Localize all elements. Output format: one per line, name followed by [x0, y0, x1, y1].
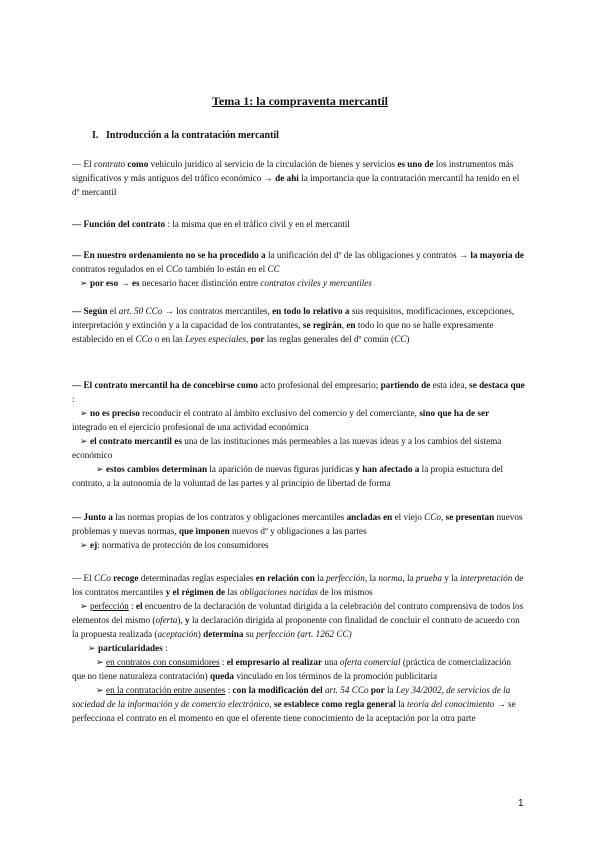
text: determinadas reglas especiales — [138, 573, 256, 583]
text: particularidades — [98, 643, 163, 653]
text: — En nuestro ordenamiento no se ha procedido a — [72, 250, 266, 260]
text: en — [346, 320, 356, 330]
text: recoge — [110, 573, 139, 583]
text: por eso — [90, 278, 119, 288]
text: : — [128, 601, 136, 611]
text: → los contratos mercantiles, — [162, 306, 273, 316]
text: → — [118, 278, 132, 288]
text: no es preciso — [90, 408, 140, 418]
text: : — [162, 643, 168, 653]
text: el — [135, 601, 143, 611]
page-number: 1 — [518, 798, 524, 809]
text: , la — [364, 573, 379, 583]
bullet-item — [72, 643, 168, 653]
text: que imponen — [178, 526, 230, 536]
text: : — [219, 657, 227, 667]
text: — El — [72, 573, 94, 583]
text: en contratos con consumidores — [106, 657, 220, 667]
section-number: I. — [92, 130, 99, 141]
text: — Según — [72, 306, 108, 316]
section-heading-text: Introducción a la contratación mercantil — [106, 130, 279, 141]
section-heading — [92, 130, 279, 141]
text: , — [341, 320, 347, 330]
text: todo lo que no se halle expresamente establecido en el — [72, 320, 494, 344]
text: una de las instituciones más permeables a las nuevas ideas y a los cambios del sistema económico — [72, 436, 502, 460]
bullet-item — [72, 278, 372, 288]
text: el empresario al realizar — [226, 657, 323, 667]
text: oferta — [155, 615, 178, 625]
text: perfección — [326, 573, 365, 583]
text: la — [384, 685, 396, 695]
paragraph-reglas-especiales — [72, 571, 526, 725]
paragraph-contrato-mercantil — [72, 378, 526, 490]
bullet-item — [72, 685, 516, 723]
text: el — [107, 306, 119, 316]
text: y — [185, 615, 190, 625]
text: nuevos dº y obligaciones a las partes — [229, 526, 367, 536]
text: perfección — [90, 601, 129, 611]
text: se establece como regla general — [273, 699, 396, 709]
text: se presentan — [445, 512, 495, 522]
text: nuevos problemas y nuevas normas, — [72, 512, 523, 536]
bullet-icon: ➢ — [80, 540, 90, 550]
text: CCo — [135, 334, 153, 344]
page-title: Tema 1: la compraventa mercantil — [212, 94, 388, 108]
text: en todo lo relativo a — [272, 306, 350, 316]
bullet-item — [72, 464, 503, 488]
text: , — [246, 334, 251, 344]
text: contrato — [93, 159, 126, 169]
text: se regirán — [302, 320, 342, 330]
text: las — [225, 587, 240, 597]
text: por — [250, 334, 265, 344]
text: ej — [90, 540, 98, 550]
text: la declaración dirigida al proponente con finalidad de concluir el contrato de acuerdo con la propuesta realizada ( — [72, 615, 520, 639]
text: la mayoría de — [470, 250, 524, 260]
text: es uno de — [397, 159, 434, 169]
text: con la modificación del — [232, 685, 323, 695]
text: — El contrato mercantil ha de concebirse como — [72, 380, 258, 390]
text: se destaca que — [469, 380, 525, 390]
text: como — [125, 159, 149, 169]
text: es — [131, 278, 140, 288]
text: vehículo jurídico al servicio de la circulación de bienes y servicios — [148, 159, 398, 169]
text: integrado en el ejercicio profesional de una actividad económica — [72, 422, 309, 432]
text: aceptación — [157, 629, 198, 639]
bullet-icon: ➢ — [80, 436, 90, 446]
bullet-item — [72, 601, 523, 639]
text: teoría del conocimiento — [407, 699, 495, 709]
text: partiendo de — [380, 380, 431, 390]
text: y la — [441, 573, 461, 583]
text: CCo — [93, 573, 111, 583]
text: perfección (art. 1262 CC) — [256, 629, 352, 639]
text: y han afectado a — [355, 464, 420, 474]
text: también lo están en el — [182, 264, 268, 274]
bullet-item — [72, 657, 511, 681]
text: la unificación del dº de las obligaciones y contratos → — [265, 250, 471, 260]
text: , la — [402, 573, 416, 583]
text: de los contratos mercantiles — [72, 573, 524, 597]
text: : la misma que en el tráfico civil y en el mercantil — [165, 219, 350, 229]
paragraph-contrato — [72, 157, 526, 199]
bullet-icon: ➢ — [80, 278, 90, 288]
text: en relación con — [255, 573, 315, 583]
paragraph-nuevas-normas — [72, 510, 526, 552]
paragraph-articulo-50 — [72, 304, 526, 346]
text: esta idea, — [430, 380, 470, 390]
text: — Función del contrato — [72, 219, 166, 229]
bullet-icon: ➢ — [96, 657, 106, 667]
bullet-icon: ➢ — [96, 685, 106, 695]
text: de los mismos — [317, 587, 373, 597]
text: reconducir el contrato al ámbito exclusivo del comercio y del comerciante, — [139, 408, 420, 418]
text: la aparición de nuevas figuras jurídicas — [207, 464, 356, 474]
bullet-icon: ➢ — [80, 601, 90, 611]
text: sino que ha de ser — [419, 408, 490, 418]
text: la importancia que la contratación mercantil ha tenido en el dº mercantil — [72, 173, 520, 197]
text: por — [370, 685, 385, 695]
text: Leyes especiales — [185, 334, 247, 344]
text: : normativa de protección de los consumidores — [97, 540, 269, 550]
text: : — [225, 685, 233, 695]
text: oferta comercial — [339, 657, 401, 667]
text: contratos civiles y mercantiles — [260, 278, 372, 288]
text: ) — [197, 629, 204, 639]
text: contratos regulados en el — [72, 264, 166, 274]
text: interpretación — [460, 573, 513, 583]
text: determina — [203, 629, 244, 639]
text: estos cambios determinan — [106, 464, 208, 474]
text: las reglas generales del dº común ( — [264, 334, 395, 344]
text: ancladas en — [346, 512, 393, 522]
paragraph-ordenamiento — [72, 248, 526, 290]
text: → se perfecciona el contrato en el momento en que el oferente tiene conocimiento de la aceptación por la otra parte — [72, 699, 516, 723]
text: su — [243, 629, 257, 639]
text: acto profesional del empresario; — [257, 380, 381, 390]
text: la — [314, 573, 327, 583]
bullet-icon: ➢ — [80, 408, 90, 418]
text: los instrumentos más significativos y más antiguos del tráfico económico → — [72, 159, 514, 183]
text: CC — [267, 264, 280, 274]
text: sus requisitos, modificaciones, excepciones, interpretación y extinción y a la capacidad de los contratantes, — [72, 306, 515, 330]
bullet-icon: ➢ — [88, 643, 98, 653]
bullet-item — [72, 540, 269, 550]
text: ), — [177, 615, 186, 625]
text: , — [441, 512, 446, 522]
bullet-icon: ➢ — [96, 464, 106, 474]
text: encuentro de la declaración de voluntad dirigida a la celebración del contrato comprensiva de todos los elementos del mismo ( — [72, 601, 524, 625]
text: prueba — [415, 573, 442, 583]
paragraph-funcion — [72, 217, 526, 231]
text: — El — [72, 159, 94, 169]
text: : — [72, 394, 75, 404]
text: , — [269, 699, 274, 709]
text: la — [395, 699, 407, 709]
text: de ahí — [275, 173, 299, 183]
text: el viejo — [392, 512, 425, 522]
text: y el régimen de — [165, 587, 226, 597]
text: queda — [210, 671, 235, 681]
text: necesario hacer distinción entre — [139, 278, 261, 288]
text: Ley 34/2002, de servicios de la sociedad de la información y de comercio electrónico — [72, 685, 511, 709]
text: el contrato mercantil es — [90, 436, 182, 446]
text: — Junto a — [72, 512, 113, 522]
text: o en las — [152, 334, 186, 344]
text: obligaciones nacidas — [239, 587, 318, 597]
text: norma — [378, 573, 403, 583]
text: en la contratación entre ausentes — [106, 685, 226, 695]
text: CCo — [165, 264, 183, 274]
bullet-item — [72, 408, 489, 432]
text: la propia estuctura del contrato, a la autonomía de la voluntad de las partes y al principio de libertad de forma — [72, 464, 504, 488]
text: CCo — [424, 512, 442, 522]
text: vinculado en los términos de la promoción publicitaria — [234, 671, 438, 681]
text: art. 54 CCo — [324, 685, 369, 695]
text: art. 50 CCo — [118, 306, 163, 316]
text: las normas propias de los contratos y obligaciones mercantiles — [112, 512, 347, 522]
text: una — [322, 657, 340, 667]
text: (práctica de comercialización que no tiene naturaleza contratación) — [72, 657, 511, 681]
bullet-item — [72, 436, 501, 460]
text: CC — [394, 334, 407, 344]
text: ) — [406, 334, 410, 344]
